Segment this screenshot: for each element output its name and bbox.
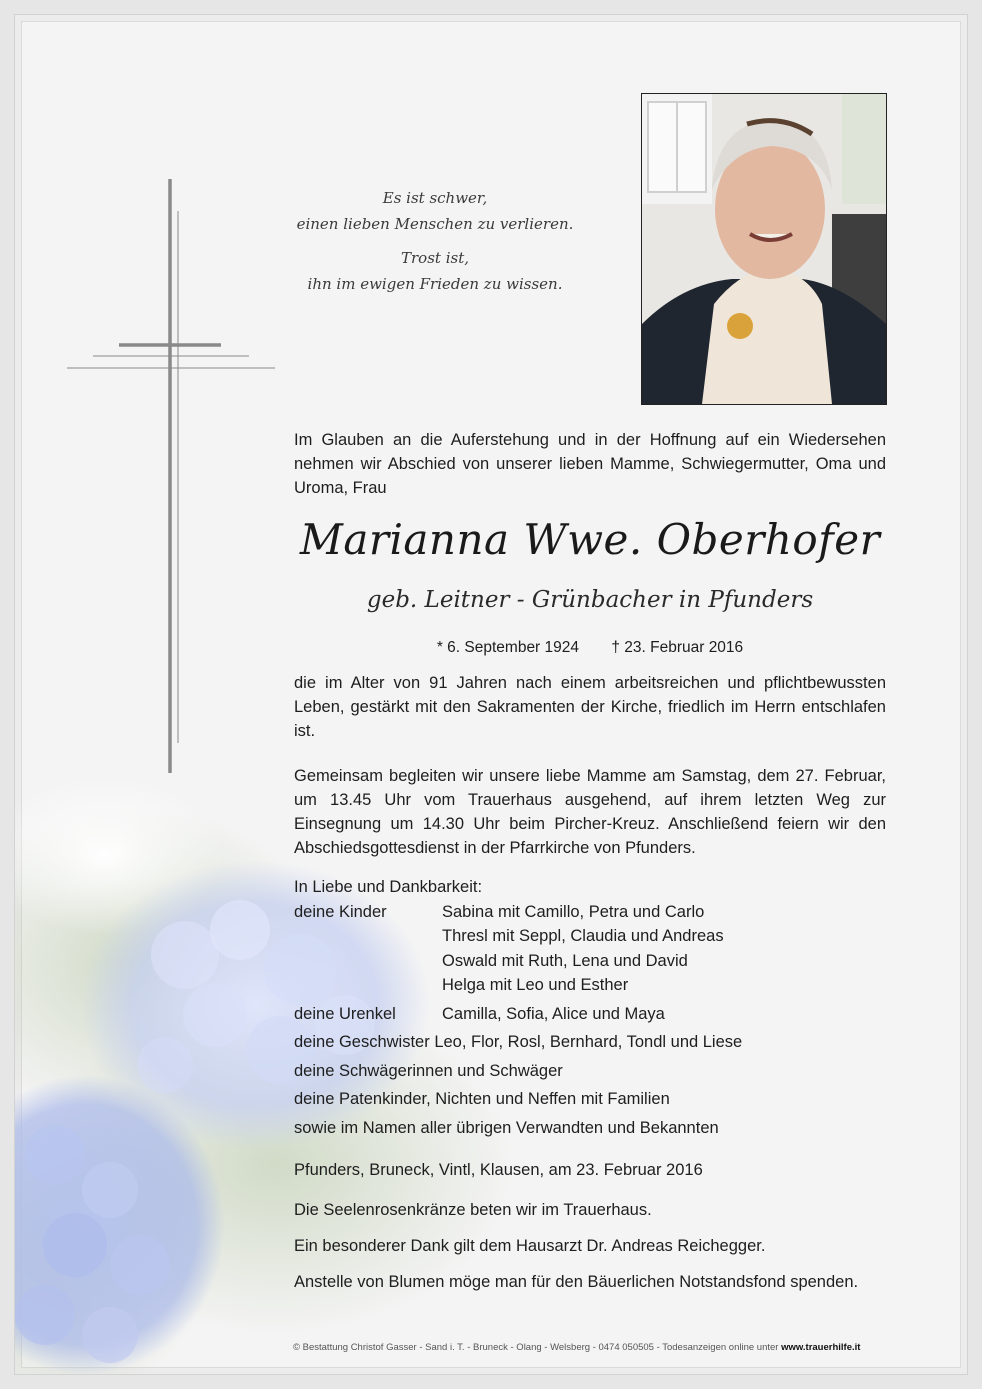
great-grandchildren-label: deine Urenkel <box>294 1004 396 1023</box>
children-label: deine Kinder <box>294 902 387 921</box>
thanks-note: Ein besonderer Dank gilt dem Hausarzt Dr. Andreas Reichegger. <box>294 1237 766 1255</box>
footer-link[interactable]: www.trauerhilfe.it <box>781 1342 861 1353</box>
relatives-row: sowie im Namen aller übrigen Verwandten und Bekannten <box>294 1118 719 1137</box>
deceased-name: Marianna Wwe. Oberhofer <box>299 515 881 564</box>
children-row <box>294 900 894 998</box>
rosary-note: Die Seelenrosenkränze beten wir im Trauerhaus. <box>294 1201 652 1219</box>
birth-name: geb. Leitner - Grünbacher in Pfunders <box>366 587 814 613</box>
siblings-row: deine Geschwister Leo, Flor, Rosl, Bernhard, Tondl und Liese <box>294 1033 743 1051</box>
in-laws-row: deine Schwägerinnen und Schwäger <box>294 1061 563 1080</box>
death-date: † 23. Februar 2016 <box>611 639 744 656</box>
memorial-quote <box>285 185 585 297</box>
obituary-card <box>14 14 968 1375</box>
closing-section <box>294 1158 914 1306</box>
child-entry: Oswald mit Ruth, Lena und David <box>442 951 688 970</box>
portrait-photo <box>641 93 887 405</box>
child-entry: Sabina mit Camillo, Petra und Carlo <box>442 902 705 921</box>
quote-line: Es ist schwer, <box>382 189 488 207</box>
mourners-list <box>294 875 894 1140</box>
quote-line: ihn im ewigen Frieden zu wissen. <box>307 275 563 293</box>
quote-line: einen lieben Menschen zu verlieren. <box>296 215 574 233</box>
godchildren-row: deine Patenkinder, Nichten und Neffen mit Familien <box>294 1090 670 1108</box>
child-entry: Helga mit Leo und Esther <box>442 976 629 994</box>
life-dates <box>294 639 886 657</box>
footer <box>293 1342 953 1353</box>
intro-text: Im Glauben an die Auferstehung und in der Hoffnung auf ein Wiedersehen nehmen wir Abschied von unserer lieben Mamme, Schwiegermutter, Oma und Uroma, Frau <box>294 431 886 497</box>
funeral-details-paragraph: Gemeinsam begleiten wir unsere liebe Mamme am Samstag, dem 27. Februar, um 13.45 Uhr vom Trauerhaus ausgehend, auf ihrem letzten Weg zur Einsegnung um 14.30 Uhr beim Pircher-Kreuz. Anschließend feiern wir den Abschiedsgottesdienst in der Pfarrkirche von Pfunders. <box>294 767 886 857</box>
great-grandchildren-row <box>294 1002 894 1027</box>
child-entry: Thresl mit Seppl, Claudia und Andreas <box>442 927 724 945</box>
birth-date: * 6. September 1924 <box>436 639 580 656</box>
donation-note: Anstelle von Blumen möge man für den Bäuerlichen Notstandsfond spenden. <box>294 1273 859 1291</box>
quote-line: Trost ist, <box>401 249 469 267</box>
footer-text: © Bestattung Christof Gasser - Sand i. T. - Bruneck - Olang - Welsberg - 0474 050505 - Todesanzeigen online unter <box>293 1342 779 1353</box>
death-notice-paragraph: die im Alter von 91 Jahren nach einem arbeitsreichen und pflichtbewussten Leben, gestärkt mit den Sakramenten der Kirche, friedlich im Herrn entschlafen ist. <box>294 674 886 740</box>
family-heading: In Liebe und Dankbarkeit: <box>294 878 483 896</box>
great-grandchildren-names: Camilla, Sofia, Alice und Maya <box>442 1004 665 1023</box>
place-and-date: Pfunders, Bruneck, Vintl, Klausen, am 23. Februar 2016 <box>294 1161 703 1179</box>
